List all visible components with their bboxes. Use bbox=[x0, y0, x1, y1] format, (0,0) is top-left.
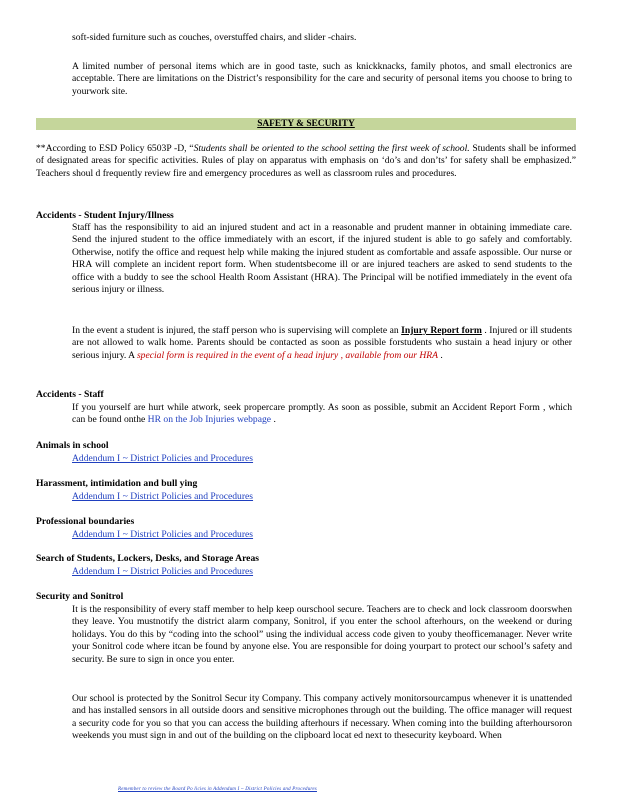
staff-text: If you yourself are hurt while atwork, seek propercare promptly. As soon as possible, submit an Accident Report Form , which can be found onthe bbox=[72, 402, 572, 426]
addendum-link-text[interactable]: Addendum I ~ District Policies and Procedures bbox=[72, 491, 254, 502]
addendum-link-text[interactable]: Addendum I ~ District Policies and Procedures bbox=[72, 453, 254, 464]
accidents-staff-paragraph bbox=[72, 402, 572, 427]
heading-search: Search of Students, Lockers, Desks, and Storage Areas bbox=[36, 553, 259, 564]
heading-animals: Animals in school bbox=[36, 440, 109, 451]
security-paragraph-1: It is the responsibility of every staff member to help keep ourschool secure. Teachers are to check and lock classroom doorswhen they leave. You mustnotify the district alarm company, Sonitrol, if you enter the school afterhours, on the weekend or during holidays. You do this by “coding into the school” using the individual access code given to youby theofficemanager. Never write your Sonitrol code where itcan be found by anyone else. You are responsible for doing yourpart to protect our school’s safety and security. Be sure to sign in once you enter. bbox=[72, 604, 572, 665]
intro-paragraph-2: A limited number of personal items which are in good taste, such as knickknacks, family photos, and small electronics are acceptable. There are limitations on the District’s responsibility for the care and security of personal items you choose to bring to yourwork site. bbox=[72, 61, 572, 97]
staff-text-end: . bbox=[271, 414, 276, 426]
safety-policy-paragraph bbox=[36, 143, 576, 180]
addendum-link-text[interactable]: Addendum I ~ District Policies and Procedures bbox=[72, 529, 254, 540]
hr-injuries-link[interactable]: HR on the Job Injuries webpage bbox=[147, 414, 272, 426]
heading-harassment: Harassment, intimidation and bull ying bbox=[36, 478, 198, 489]
addendum-link-professional[interactable] bbox=[72, 529, 253, 541]
accidents-student-paragraph-2 bbox=[72, 325, 572, 362]
injury-text-a: In the event a student is injured, the staff person who is supervising will complete an bbox=[72, 325, 402, 336]
special-form-note: special form is required in the event of a head injury , available from our HRA bbox=[136, 349, 439, 361]
security-paragraph-2: Our school is protected by the Sonitrol Secur ity Company. This company actively monitorsourcampus whenever it is unattended and has installed sensors in all outside doors and sensitive microphones through out the building. The office manager will request a security code for you so that you can access the building afterhours if necessary. When coming into the building afterhoursoron weekends you must sign in and out of the building on the clipboard locat ed next to thesecurity keyboard. When bbox=[72, 693, 572, 742]
intro-paragraph-1: soft-sided furniture such as couches, overstuffed chairs, and slider -chairs. bbox=[72, 32, 357, 43]
heading-accidents-staff: Accidents - Staff bbox=[36, 389, 104, 400]
section-banner-safety bbox=[36, 118, 576, 130]
safety-text-pre: **According to ESD Policy 6503P -D, “ bbox=[36, 143, 194, 154]
heading-security: Security and Sonitrol bbox=[36, 591, 124, 602]
injury-text-end: . bbox=[438, 349, 443, 361]
heading-professional-boundaries: Professional boundaries bbox=[36, 516, 135, 527]
banner-title: SAFETY & SECURITY bbox=[257, 119, 355, 129]
injury-text-b: . Injured or ill students are not allowed to walk home. Parents should be contacted as soon as possible forstudents who sustain a head injury or other serious injury. A bbox=[72, 325, 572, 361]
addendum-link-animals[interactable] bbox=[72, 453, 253, 465]
heading-accidents-student: Accidents - Student Injury/Illness bbox=[36, 210, 174, 221]
addendum-link-text[interactable]: Addendum I ~ District Policies and Procedures bbox=[72, 566, 254, 577]
injury-report-form-label: Injury Report form bbox=[401, 325, 482, 336]
safety-text-italic: Students shall be oriented to the school setting the first week of school. bbox=[193, 143, 470, 154]
addendum-link-harassment[interactable] bbox=[72, 491, 253, 503]
accidents-student-paragraph-1: Staff has the responsibility to aid an injured student and act in a reasonable and prudent manner in obtaining immediate care. Send the injured student to the office immediately with an escort, if the injured student is able to go safely and comfortably. Otherwise, notify the office and request help while making the injured student as comfortable and assafe aspossible. Our nurse or HRA will complete an incident report form. When studentsbecome ill or are injured teachers are asked to send students to the office with a buddy to see the school Health Room Assistant (HRA). The Principal will be notified immediately in the event ofa serious injury or illness. bbox=[72, 222, 572, 296]
safety-text-post: Students shall be informed of designated areas for specific activities. Rules of play on apparatus with emphasis on ‘do’s and don’ts’ for safety shall be emphasized.” Teachers shoul d frequently review fire and emergency procedures as well as classroom rules and procedures. bbox=[36, 143, 577, 179]
footer-reminder-link[interactable]: Remember to review the Board Po licies in Addendum I ~ District Policies and Procedures bbox=[118, 787, 317, 792]
addendum-link-search[interactable] bbox=[72, 566, 253, 578]
